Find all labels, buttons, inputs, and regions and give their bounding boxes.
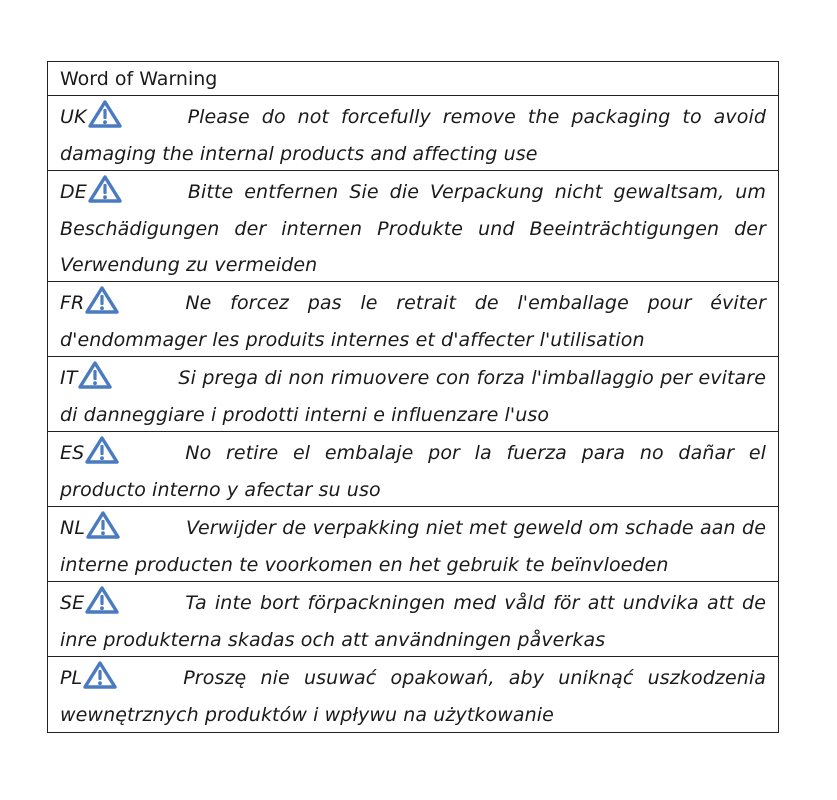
warning-triangle-icon	[88, 175, 122, 203]
warning-text: Verwijder de verpakking niet met geweld om schade aan de interne producten te voorkomen en het gebruik te beïnvloeden	[60, 517, 766, 576]
warning-triangle-icon	[86, 511, 120, 539]
language-code: ES	[60, 442, 85, 464]
language-code: SE	[60, 592, 85, 614]
language-code: IT	[60, 367, 78, 389]
language-code: NL	[60, 517, 85, 539]
warning-row-pl	[48, 657, 778, 732]
warning-triangle-icon	[85, 436, 119, 464]
table-title: Word of Warning	[48, 62, 778, 96]
warning-text: Ne forcez pas le retrait de l'emballage pour éviter d'endommager les produits internes et d'affecter l'utilisation	[60, 292, 766, 351]
warning-triangle-icon	[83, 661, 117, 689]
warning-row-nl	[48, 507, 778, 582]
warning-text: Bitte entfernen Sie die Verpackung nicht gewaltsam, um Beschädigungen der internen Produkte und Beeinträchtigungen der Verwendung zu vermeiden	[60, 181, 766, 276]
language-code: UK	[60, 106, 87, 128]
warning-row-uk	[48, 96, 778, 171]
warning-row-se	[48, 582, 778, 657]
warning-triangle-icon	[78, 361, 112, 389]
warning-table	[47, 61, 779, 733]
warning-row-de	[48, 171, 778, 282]
warning-row-fr	[48, 282, 778, 357]
language-code: PL	[60, 667, 83, 689]
warning-row-es	[48, 432, 778, 507]
warning-text: No retire el embalaje por la fuerza para no dañar el producto interno y afectar su uso	[60, 442, 766, 501]
warning-text: Please do not forcefully remove the packaging to avoid damaging the internal products and affecting use	[60, 106, 766, 165]
warning-triangle-icon	[85, 286, 119, 314]
language-code: DE	[60, 181, 87, 203]
warning-text: Proszę nie usuwać opakowań, aby uniknąć uszkodzenia wewnętrznych produktów i wpływu na użytkowanie	[60, 667, 766, 726]
warning-triangle-icon	[85, 586, 119, 614]
warning-text: Si prega di non rimuovere con forza l'imballaggio per evitare di danneggiare i prodotti interni e influenzare l'uso	[60, 367, 766, 426]
language-code: FR	[60, 292, 85, 314]
warning-text: Ta inte bort förpackningen med våld för att undvika att de inre produkterna skadas och att användningen påverkas	[60, 592, 766, 651]
warning-row-it	[48, 357, 778, 432]
warning-triangle-icon	[88, 100, 122, 128]
